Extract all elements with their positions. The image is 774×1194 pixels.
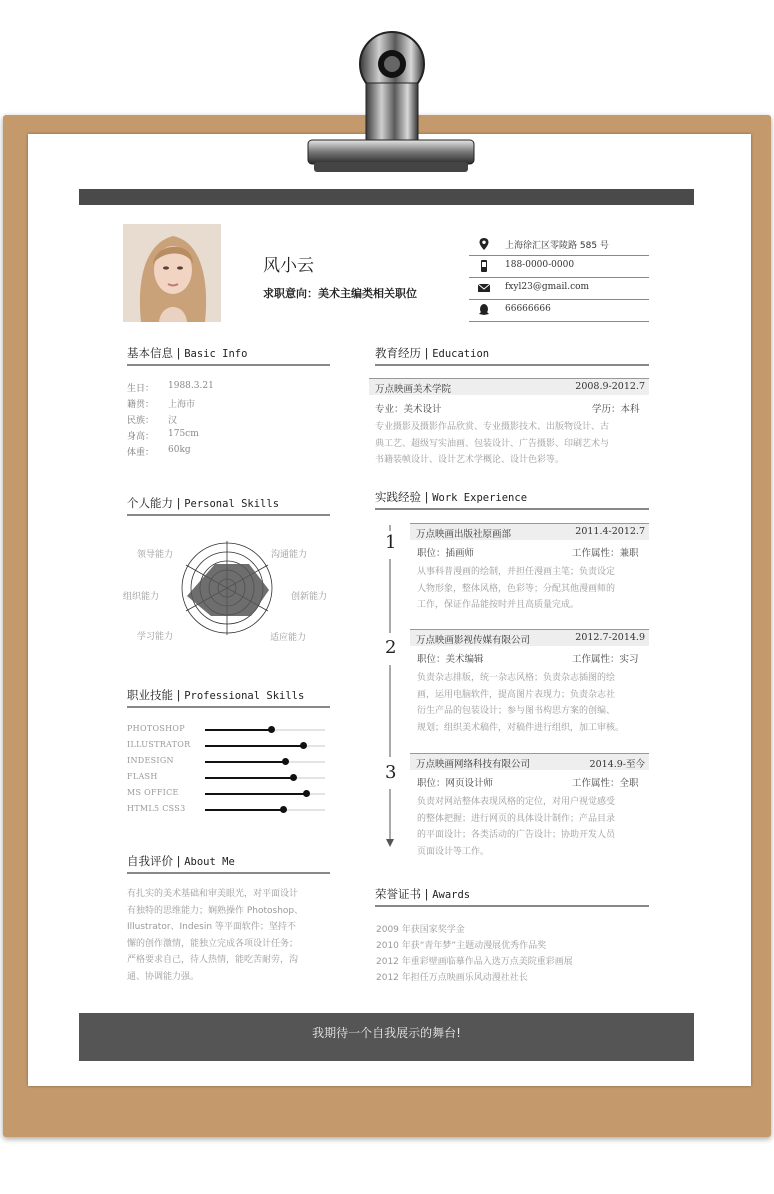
footer-slogan-bar [79, 1013, 694, 1061]
profile-photo [123, 224, 221, 322]
contact-address [469, 234, 649, 256]
work-line: 人物形象，整体风格，色彩等；分配其他漫画师的 [417, 583, 616, 594]
work-position: 职位：网页设计师 [417, 778, 494, 789]
about-me-title: 自我评价 [127, 854, 173, 868]
contact-email [469, 278, 649, 300]
work-description [417, 670, 657, 736]
award-item: 2012 年重彩壁画临摹作品入选万点美院重彩画展 [376, 957, 573, 967]
height-value: 175cm [168, 429, 199, 439]
work-line: 负责对网站整体表现风格的定位，对用户视觉感受 [417, 797, 616, 807]
skill-label: MS OFFICE [127, 788, 179, 797]
work-title-en: Work Experience [432, 492, 528, 504]
work-description [417, 564, 657, 614]
skill-label: INDESIGN [127, 756, 174, 765]
award-item: 2009 年获国家奖学金 [376, 925, 465, 935]
height-label: 身高： [127, 432, 155, 442]
about-me-text [127, 886, 337, 985]
about-line: 有独特的思维能力；娴熟操作 Photoshop、 [127, 905, 304, 916]
award-item: 2010 年获“青年梦”主题动漫展优秀作品奖 [376, 941, 547, 951]
footer-slogan: 我期待一个自我展示的舞台! [312, 1026, 461, 1040]
radar-label-communication: 沟通能力 [271, 550, 308, 560]
portrait-icon [123, 224, 221, 322]
timeline-number: 3 [385, 762, 397, 783]
award-item: 2012 年担任万点映画乐风动漫社社长 [376, 973, 528, 983]
education-title: 教育经历 [375, 346, 421, 360]
education-courses [375, 419, 655, 469]
origin-value: 上海市 [168, 400, 196, 410]
skill-bar-fill [205, 793, 306, 795]
radar-label-organization: 组织能力 [123, 592, 160, 602]
skill-bar-dot [290, 774, 297, 781]
top-banner-bar [79, 189, 694, 205]
work-position: 职位：美术编辑 [417, 654, 484, 665]
about-me-title-en: About Me [184, 856, 235, 868]
education-line: 典工艺、超级写实油画、包装设计、广告摄影、印刷艺术与 [375, 438, 610, 449]
contact-phone [469, 256, 649, 278]
skill-bar-dot [280, 806, 287, 813]
skill-bar-dot [303, 790, 310, 797]
skill-bar [205, 809, 325, 811]
ethnicity-value: 汉 [168, 416, 178, 426]
ethnicity-label: 民族： [127, 416, 155, 426]
radar-chart [177, 538, 277, 638]
skill-bar [205, 761, 325, 763]
radar-label-adaptability: 适应能力 [270, 633, 307, 643]
about-line: 懈的创作激情，能独立完成各项设计任务； [127, 938, 299, 949]
skill-label: ILLUSTRATOR [127, 740, 191, 749]
work-line: 画，运用电脑软件，提高图片表现力；负责杂志社 [417, 689, 616, 700]
awards-title: 荣誉证书 [375, 887, 421, 901]
professional-skills-title: 职业技能 [127, 688, 173, 702]
about-line: 通、协调能力强。 [127, 971, 200, 982]
company-name: 万点映画出版社原画部 [416, 529, 512, 540]
work-title: 实践经验 [375, 490, 421, 504]
work-period: 2012.7-2014.9 [575, 632, 645, 643]
email-text: fxyl23@gmail.com [505, 282, 590, 292]
mail-envelope-icon [477, 281, 491, 295]
company-name: 万点映画影视传媒有限公司 [416, 635, 531, 646]
work-line: 的平面设计；各类活动的广告设计；协助开发人员 [417, 830, 616, 840]
professional-skills-title-en: Professional Skills [184, 690, 305, 702]
work-line: 页面设计等工作。 [417, 846, 490, 857]
work-line: 工作，保证作品能按时并且高质量完成。 [417, 600, 580, 610]
basic-info-heading: 基本信息 | Basic Info [127, 345, 330, 366]
qq-penguin-icon [477, 303, 491, 317]
skill-label: PHOTOSHOP [127, 724, 185, 733]
skill-bar-fill [205, 745, 303, 747]
about-line: 严格要求自己，待人热情，能吃苦耐劳，沟 [127, 955, 299, 965]
education-title-en: Education [432, 348, 490, 360]
work-line: 规划；组织美术稿件，对稿件进行组织，加工审核。 [417, 722, 625, 733]
work-position: 职位：插画师 [417, 548, 475, 559]
contact-qq [469, 300, 649, 322]
awards-title-en: Awards [432, 889, 471, 901]
company-name: 万点映画网络科技有限公司 [416, 759, 531, 770]
skill-bar-fill [205, 729, 271, 731]
skill-label: HTML5 CSS3 [127, 804, 186, 813]
education-school-row [369, 378, 649, 395]
skill-bar [205, 729, 325, 731]
origin-label: 籍贯： [127, 400, 155, 410]
candidate-name: 风小云 [263, 256, 314, 276]
location-pin-icon [477, 237, 491, 251]
education-degree: 学历：本科 [592, 404, 640, 415]
work-line: 从事科普漫画的绘制，并担任漫画主笔；负责设定 [417, 567, 616, 577]
education-line: 书籍装帧设计、设计艺术学概论、设计色彩等。 [375, 455, 565, 465]
radar-label-learning: 学习能力 [137, 632, 174, 642]
school-period: 2008.9-2012.7 [575, 381, 645, 392]
skill-bar [205, 745, 325, 747]
personal-skills-heading: 个人能力 | Personal Skills [127, 495, 330, 516]
address-text: 上海徐汇区零陵路 585 号 [505, 241, 609, 251]
skill-bar-dot [268, 726, 275, 733]
binder-clip-icon [300, 28, 480, 178]
skill-bar-fill [205, 809, 283, 811]
mobile-phone-icon [477, 259, 491, 273]
birth-label: 生日： [127, 384, 155, 394]
timeline-number: 2 [385, 637, 397, 658]
radar-label-leadership: 领导能力 [137, 550, 174, 560]
radar-label-innovation: 创新能力 [291, 592, 328, 602]
basic-info-title: 基本信息 [127, 346, 173, 360]
work-company-row [410, 523, 649, 540]
awards-heading: 荣誉证书 | Awards [375, 886, 649, 907]
personal-skills-title: 个人能力 [127, 496, 173, 510]
work-description [417, 794, 657, 860]
qq-text: 66666666 [505, 304, 551, 314]
work-company-row [410, 753, 649, 770]
phone-text: 188-0000-0000 [505, 260, 575, 270]
timeline-number: 1 [385, 532, 397, 553]
work-line: 的整体把握；进行网页的具体设计制作；产品目录 [417, 813, 616, 824]
work-period: 2014.9-至今 [589, 759, 645, 770]
education-heading: 教育经历 | Education [375, 345, 649, 366]
timeline-arrow [383, 525, 397, 850]
skill-label: FLASH [127, 772, 158, 781]
skill-bar-fill [205, 761, 285, 763]
skill-bar [205, 777, 325, 779]
skill-bar [205, 793, 325, 795]
about-line: Illustrator、Indesin 等平面软件；坚持不 [127, 922, 296, 932]
basic-info-title-en: Basic Info [184, 348, 248, 360]
work-line: 衍生产品的包装设计；参与图书构思方案的创编、 [417, 706, 616, 716]
weight-label: 体重： [127, 448, 155, 458]
school-name: 万点映画美术学院 [375, 384, 452, 395]
work-period: 2011.4-2012.7 [575, 526, 645, 537]
job-intent: 求职意向：美术主编类相关职位 [263, 287, 417, 300]
professional-skills-heading: 职业技能 | Professional Skills [127, 687, 330, 708]
work-type: 工作属性：兼职 [572, 548, 639, 559]
education-major: 专业：美术设计 [375, 404, 442, 415]
education-line: 专业摄影及摄影作品欣赏、专业摄影技术、出版物设计、古 [375, 422, 610, 432]
personal-skills-title-en: Personal Skills [184, 498, 280, 510]
birth-value: 1988.3.21 [168, 381, 214, 391]
work-type: 工作属性：全职 [572, 778, 639, 789]
work-company-row [410, 629, 649, 646]
skill-bar-fill [205, 777, 293, 779]
weight-value: 60kg [168, 445, 191, 455]
work-line: 负责杂志排版，统一杂志风格；负责杂志插图的绘 [417, 673, 616, 683]
work-type: 工作属性：实习 [572, 654, 639, 665]
about-me-heading: 自我评价 | About Me [127, 853, 330, 874]
work-experience-heading: 实践经验 | Work Experience [375, 489, 649, 510]
about-line: 有扎实的美术基础和审美眼光，对平面设计 [127, 889, 299, 899]
